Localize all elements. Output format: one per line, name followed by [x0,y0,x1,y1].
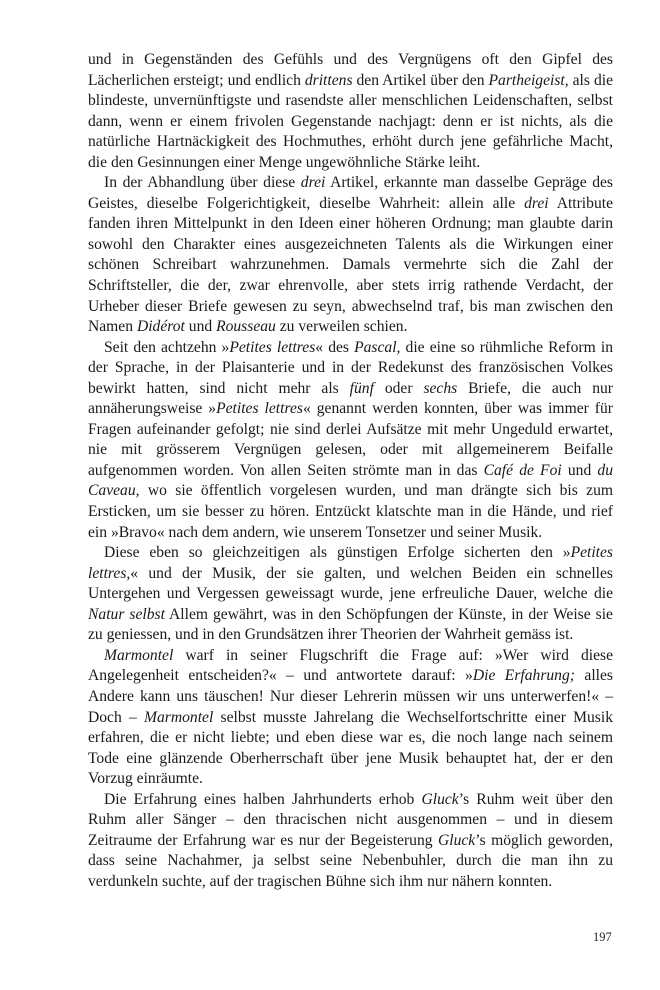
text-run: und [561,461,598,479]
text-run: Allem gewährt, was in den Schöpfungen der Künste, in der Weise sie zu geniessen, und in den Grundsätzen ihrer Theorien der Wahrheit gemäss ist. [88,605,613,644]
text-run: « des [315,338,355,356]
text-run: oder [373,379,424,397]
italic-text: Gluck [421,790,459,808]
italic-text: Petites lettres [229,338,316,356]
italic-text: Café de Foi [483,461,562,479]
paragraph [88,338,613,543]
italic-text: fünf [349,379,374,397]
italic-text: Rousseau [216,318,276,336]
text-run: den Artikel über den [352,71,489,89]
italic-text: Didérot [136,318,185,336]
italic-text: Marmontel [144,708,214,726]
italic-text: Partheigeist, [488,71,569,89]
text-run: Seit den achtzehn » [104,338,230,356]
italic-text: Petites lettres [216,400,303,418]
italic-text: Marmontel [104,646,174,664]
text-run: « genannt werden konnten, über was immer für Fragen aufeinander gefolgt; nie sind derlei Aufsätze mit mehr Ungeduld erwartet, nie mit grösserem Vergnügen gelesen, oder mit allgemeinerem Beifalle aufgenommen worden. Von allen Seiten strömte man in das [88,400,613,479]
italic-text: drittens [304,71,353,89]
italic-text: Natur selbst [88,605,165,623]
italic-text: du Caveau, [88,461,613,500]
text-run: ’s Ruhm weit über den Ruhm aller Sänger – den thracischen nicht ausgenommen – und in diesem Zeitraume der Erfahrung war es nur der Begeisterung [88,790,613,849]
italic-text: drei [300,174,326,192]
italic-text: Gluck [438,831,476,849]
text-run: zu verweilen schien. [275,318,408,336]
italic-text: drei [524,194,549,212]
italic-text: Die Erfahrung; [472,667,575,685]
text-run: ’s möglich geworden, dass seine Nachahmer, ja selbst seine Nebenbuhler, durch die man ihn zu verdunkeln suchte, auf der tragischen Bühne sich ihm nur nähern konnten. [88,831,613,890]
italic-text: Petites lettres, [88,544,613,582]
text-run: Diese eben so gleichzeitigen als günstigen Erfolge sicherten den » [104,544,571,562]
text-run: In der Abhandlung über diese [104,174,301,192]
text-run: und [184,318,217,336]
text-run: wo sie öffentlich vorgelesen wurden, und man drängte sich bis zum Ersticken, um sie besser zu hören. Entzückt klatschte man in die Hände, und rief ein »Bravo« nach dem andern, wie unserem Tonsetzer und seiner Musik. [88,482,613,541]
italic-text: sechs [423,379,458,397]
text-run: selbst musste Jahrelang die Wechselfortschritte einer Musik erfahren, die er nicht liebte; und eben diese war es, die noch lange nach seinem Tode eine glänzende Oberherrschaft über jene Musik behauptet hat, der er den Vorzug einräumte. [88,708,613,788]
text-run: Briefe, die auch nur annäherungsweise » [88,379,613,418]
text-run: und in Gegenständen des Gefühls und des Vergnügens oft den Gipfel des Lächerlichen ersteigt; und endlich [88,51,613,89]
paragraph [88,173,613,337]
text-run: alles Andere kann uns täuschen! Nur dieser Lehrerin müssen wir uns unterwerfen!« – Doch – [88,667,613,726]
body-text [88,50,613,892]
text-run: warf in seiner Flugschrift die Frage auf: »Wer wird diese Angelegenheit entscheiden?« – und antwortete darauf: » [88,646,613,685]
paragraph [88,543,613,646]
text-run: Artikel, erkannte man dasselbe Gepräge des Geistes, dieselbe Folgerichtigkeit, dieselbe Wahrheit: allein alle [88,174,613,212]
page-number: 197 [593,930,612,944]
italic-text: Pascal, [354,338,401,356]
text-run: Attribute fanden ihren Mittelpunkt in den Ideen einer höheren Ordnung; man glaubte darin sowohl den Charakter eines ausgezeichneten Talents als die Wirkungen einer schönen Schreibart wahrzunehmen. Damals vermehrte sich die Zahl der Schriftsteller, die der, zwar ehrenvolle, aber stets irrig rathende Verdacht, der Urheber dieser Briefe gewesen zu seyn, abwechselnd traf, bis man zwischen den Namen [88,194,613,336]
text-run: als die blindeste, unvernünftigste und rasendste aller menschlichen Leidenschaften, selbst dann, wenn er einem frivolen Gegenstande nachjagt: denn er ist nichts, als die natürliche Hartnäckigkeit des Hochmuthes, erhöht durch jene gefährliche Macht, die den Gesinnungen einer Menge ungewöhnliche Stärke leiht. [88,71,613,171]
text-run: die eine so rühmliche Reform in der Sprache, in der Plaisanterie und in der Redekunst des französischen Volkes bewirkt hatten, sind nicht mehr als [88,338,613,397]
paragraph [88,646,613,790]
paragraph [88,790,613,893]
text-run: « und der Musik, der sie galten, und welchen Beiden ein schnelles Untergehen und Vergessen geweissagt wurde, jene erfreuliche Dauer, welche die [88,564,613,603]
text-run: Die Erfahrung eines halben Jahrhunderts erhob [104,790,422,808]
paragraph [88,50,613,173]
